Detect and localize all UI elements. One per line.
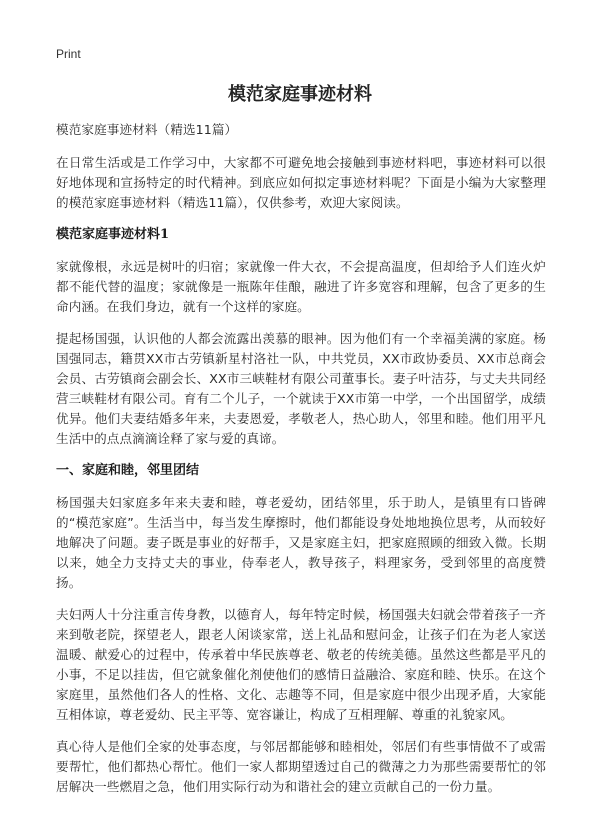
section-heading-1: 模范家庭事迹材料1 — [56, 227, 170, 242]
intro-paragraph: 在日常生活或是工作学习中，大家都不可避免地会接触到事迹材料吧，事迹材料可以很好地体现和宣扬特定的时代精神。到底应如何拟定事迹材料呢？下面是小编为大家整理的模范家庭事迹材料（精选11篇），仅供参考，欢迎大家阅读。 — [56, 155, 546, 210]
paragraph-5: 真心待人是他们全家的处事态度，与邻居都能够和睦相处，邻居们有些事情做不了或需要帮忙，他们都热心帮忙。他们一家人都期望透过自己的微薄之力为那些需要帮忙的邻居解决一些燃眉之急，他们用实际行动为和谐社会的建立贡献自己的一份力量。 — [56, 739, 546, 794]
paragraph-3: 杨国强夫妇家庭多年来夫妻和睦，尊老爱幼，团结邻里，乐于助人，是镇里有口皆碑的“模范家庭”。生活当中，每当发生摩擦时，他们都能设身处地地换位思考，从而较好地解决了问题。妻子既是事业的好帮手，又是家庭主妇，把家庭照顾的细致入微。长期以来，她全力支持丈夫的事业，侍奉老人，教导孩子，料理家务，受到邻里的高度赞扬。 — [56, 495, 546, 590]
paragraph-2: 提起杨国强，认识他的人都会流露出羡慕的眼神。因为他们有一个幸福美满的家庭。杨国强同志，籍贯XX市古劳镇新星村洛社一队，中共党员，XX市政协委员、XX市总商会会员、古劳镇商会副会长、XX市三峡鞋材有限公司董事长。妻子叶洁芬，与丈夫共同经营三峡鞋材有限公司。育有二个儿子，一个就读于XX市第一中学，一个出国留学，成绩优异。他们夫妻结婚多年来，夫妻恩爱，孝敬老人，热心助人，邻里和睦。他们用平凡生活中的点点滴滴诠释了家与爱的真谛。 — [56, 331, 546, 446]
document-subtitle: 模范家庭事迹材料（精选11篇） — [56, 122, 238, 137]
print-link[interactable]: Print — [56, 47, 81, 61]
page-title: 模范家庭事迹材料 — [228, 84, 372, 105]
document-body — [56, 120, 546, 797]
paragraph-1: 家就像根，永远是树叶的归宿；家就像一件大衣，不会提高温度，但却给予人们连火炉都不能代替的温度；家就像是一瓶陈年佳酿，融进了许多宽容和理解，包含了更多的生命内涵。在我们身边，就有一个这样的家庭。 — [56, 259, 546, 314]
section-heading-2: 一、家庭和睦，邻里团结 — [56, 463, 200, 478]
paragraph-4: 夫妇两人十分注重言传身教，以德育人，每年特定时候，杨国强夫妇就会带着孩子一齐来到敬老院，探望老人，跟老人闲谈家常，送上礼品和慰问金，让孩子们在为老人家送温暖、献爱心的过程中，传承着中华民族尊老、敬老的传统美德。虽然这些都是平凡的小事，不足以挂齿，但它就象催化剂使他们的感情日益融洽、家庭和睦、快乐。在这个家庭里，虽然他们各人的性格、文化、志趣等不同，但是家庭中很少出现矛盾，大家能互相体谅，尊老爱幼、民主平等、宽容谦让，构成了互相理解、尊重的礼貌家风。 — [56, 607, 546, 722]
